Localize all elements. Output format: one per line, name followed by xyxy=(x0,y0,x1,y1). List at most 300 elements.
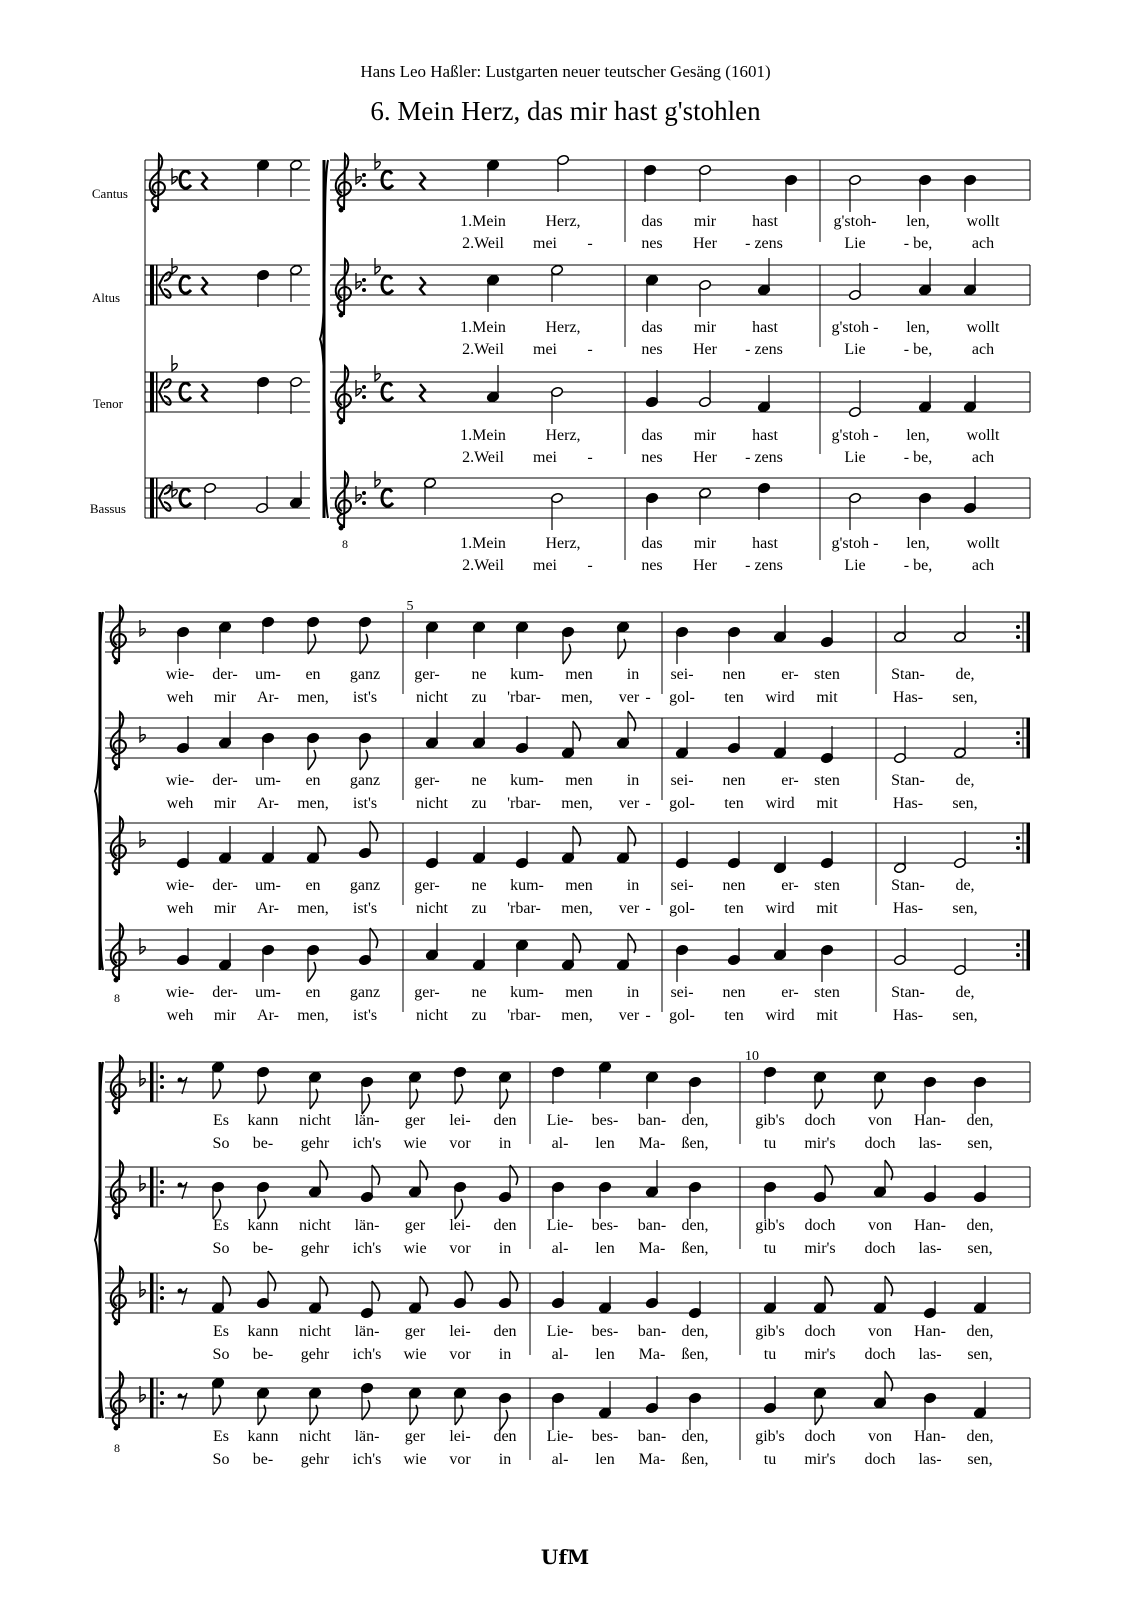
lyric-syllable: vor xyxy=(449,1240,471,1257)
lyric-syllable: - zens xyxy=(745,235,783,252)
note xyxy=(289,264,302,302)
repeat-thick xyxy=(150,1273,154,1313)
lyric-syllable: nicht xyxy=(299,1217,331,1234)
note-flag xyxy=(455,1199,463,1219)
lyric-syllable: nen xyxy=(722,877,746,894)
clef-path xyxy=(336,366,351,422)
lyric-syllable: nicht xyxy=(416,1007,448,1024)
lyric-syllable: gol- xyxy=(669,900,695,917)
lyric-syllable: ist's xyxy=(352,900,378,917)
note xyxy=(757,258,770,296)
treble-clef xyxy=(111,924,126,983)
note xyxy=(953,605,966,643)
lyric-syllable: - be, xyxy=(903,449,933,466)
note-flag xyxy=(563,644,571,664)
lyric-syllable: vor xyxy=(449,1451,471,1468)
repeat-thick xyxy=(150,1167,154,1207)
lyric-syllable: - zens xyxy=(745,341,783,358)
note xyxy=(918,492,931,530)
lyric-syllable: Her xyxy=(693,449,717,466)
quarter-rest xyxy=(420,277,425,295)
lyric-syllable: Es xyxy=(213,1323,229,1340)
clef-bar xyxy=(156,372,158,412)
lyric-syllable: Lie- xyxy=(546,1323,574,1340)
lyric-syllable: ganz xyxy=(349,666,381,683)
lyric-syllable: bes- xyxy=(591,1217,619,1234)
note xyxy=(176,831,189,869)
lyric-syllable: wie xyxy=(403,1346,427,1363)
note xyxy=(727,626,740,664)
lyric-syllable: von xyxy=(868,1428,892,1445)
lyric-syllable: vor xyxy=(449,1346,471,1363)
clef-dot xyxy=(339,420,344,425)
repeat-dot xyxy=(160,1401,164,1405)
repeat-dot xyxy=(1016,836,1020,840)
repeat-dot xyxy=(1016,741,1020,745)
lyric-syllable: len xyxy=(595,1451,615,1468)
flat-sign xyxy=(172,355,177,371)
note xyxy=(893,928,906,966)
note xyxy=(360,1382,373,1420)
lyric-syllable: mir's xyxy=(804,1240,836,1257)
note xyxy=(698,370,711,408)
lyric-syllable: men xyxy=(565,666,593,683)
treble-clef xyxy=(336,154,351,213)
lyric-syllable: en xyxy=(305,772,321,789)
note xyxy=(848,380,861,418)
lyric-syllable: - xyxy=(645,795,651,812)
lyric-syllable: 2.Weil xyxy=(462,235,504,252)
lyric-syllable: wie- xyxy=(165,877,195,894)
note xyxy=(763,1066,776,1104)
note-flag xyxy=(500,1410,508,1430)
lyric-syllable: Ar- xyxy=(257,1007,279,1024)
lyric-syllable: um- xyxy=(255,666,281,683)
lyric-syllable: men, xyxy=(561,1007,593,1024)
quarter-rest xyxy=(202,277,207,295)
lyric-syllable: in xyxy=(498,1135,512,1152)
note xyxy=(727,716,740,754)
lyric-syllable: sen, xyxy=(967,1346,993,1363)
lyric-syllable: den xyxy=(493,1323,517,1340)
lyric-syllable: ist's xyxy=(352,689,378,706)
note xyxy=(261,732,274,770)
lyric-syllable: - xyxy=(587,235,593,252)
lyric-syllable: las- xyxy=(918,1451,942,1468)
lyric-syllable: ach xyxy=(971,341,995,358)
repeat-dot xyxy=(160,1075,164,1079)
note xyxy=(408,1071,421,1109)
repeat-dot xyxy=(362,395,366,399)
lyric-syllable: ger- xyxy=(414,666,440,683)
lyric-syllable: in xyxy=(498,1451,512,1468)
treble-clef xyxy=(111,1161,126,1220)
note xyxy=(973,1276,986,1314)
note xyxy=(515,621,528,659)
lyric-syllable: der- xyxy=(212,666,238,683)
lyric-syllable: Han- xyxy=(914,1112,946,1129)
lyric-syllable: sei- xyxy=(670,666,694,683)
lyric-syllable: al- xyxy=(551,1135,569,1152)
lyric-syllable: - be, xyxy=(903,235,933,252)
lyric-syllable: das xyxy=(641,535,663,552)
lyric-syllable: len xyxy=(595,1135,615,1152)
lyric-syllable: len, xyxy=(906,427,930,444)
lyric-syllable: doch xyxy=(864,1346,896,1363)
note xyxy=(598,1061,611,1099)
repeat-dot xyxy=(362,278,366,282)
lyric-syllable: sen, xyxy=(967,1451,993,1468)
lyric-syllable: - be, xyxy=(903,341,933,358)
clef-path xyxy=(336,472,351,528)
note xyxy=(893,726,906,764)
lyric-syllable: um- xyxy=(255,877,281,894)
lyric-syllable: 1.Mein xyxy=(460,213,506,230)
lyric-syllable: ich's xyxy=(352,1346,382,1363)
clef-dot xyxy=(153,208,158,213)
clef-dot xyxy=(114,660,119,665)
lyric-syllable: Han- xyxy=(914,1323,946,1340)
lyric-syllable: ver xyxy=(618,795,640,812)
note xyxy=(893,836,906,874)
lyric-syllable: gib's xyxy=(755,1428,785,1445)
note xyxy=(255,476,268,514)
lyric-syllable: um- xyxy=(255,772,281,789)
lyric-syllable: las- xyxy=(918,1346,942,1363)
lyric-syllable: ßen, xyxy=(681,1240,709,1257)
octave-marker: 8 xyxy=(114,991,120,1005)
lyric-syllable: von xyxy=(868,1112,892,1129)
note xyxy=(486,274,499,312)
lyric-syllable: mir xyxy=(693,319,717,336)
lyric-syllable: hast xyxy=(752,319,778,336)
note xyxy=(261,944,274,982)
lyric-syllable: - be, xyxy=(903,557,933,574)
lyric-syllable: Lie- xyxy=(546,1112,574,1129)
note-flag xyxy=(465,1271,473,1291)
lyric-syllable: den, xyxy=(681,1112,709,1129)
note xyxy=(551,1066,564,1104)
treble-clef xyxy=(336,366,351,425)
lyric-syllable: So xyxy=(212,1346,230,1363)
lyric-syllable: de, xyxy=(955,666,975,683)
lyric-syllable: ban- xyxy=(637,1217,667,1234)
note xyxy=(873,1276,892,1314)
note xyxy=(486,159,499,197)
lyric-syllable: men, xyxy=(297,795,329,812)
note xyxy=(616,621,629,659)
note xyxy=(616,826,635,864)
lyric-syllable: mir xyxy=(213,900,237,917)
lyric-syllable: 1.Mein xyxy=(460,319,506,336)
clef-path xyxy=(111,606,126,662)
note-flag xyxy=(825,1165,833,1185)
lyric-syllable: mit xyxy=(816,795,838,812)
note xyxy=(763,1376,776,1414)
lyric-syllable: Her xyxy=(693,557,717,574)
note-flag xyxy=(362,1400,370,1420)
note xyxy=(675,831,688,869)
lyric-syllable: ist's xyxy=(352,1007,378,1024)
lyric-syllable: 1.Mein xyxy=(460,535,506,552)
repeat-dot xyxy=(362,183,366,187)
quarter-rest xyxy=(202,172,207,190)
note-flag xyxy=(308,634,316,654)
lyric-syllable: Stan- xyxy=(891,666,925,683)
note xyxy=(973,1076,986,1114)
lyric-syllable: von xyxy=(868,1217,892,1234)
lyric-syllable: Lie xyxy=(844,449,866,466)
treble-clef xyxy=(111,817,126,876)
lyric-syllable: nicht xyxy=(299,1428,331,1445)
lyric-syllable: den, xyxy=(681,1217,709,1234)
repeat-dot xyxy=(1016,731,1020,735)
lyric-syllable: bes- xyxy=(591,1428,619,1445)
lyric-syllable: den, xyxy=(966,1428,994,1445)
lyric-syllable: wie- xyxy=(165,984,195,1001)
note xyxy=(515,939,528,977)
lyric-syllable: Es xyxy=(213,1428,229,1445)
voice-label-tenor: Tenor xyxy=(92,396,123,411)
lyric-syllable: al- xyxy=(551,1240,569,1257)
lyric-syllable: g'stoh - xyxy=(831,319,879,336)
note-flag xyxy=(455,1084,463,1104)
flat-sign xyxy=(375,471,380,487)
lyric-syllable: mir xyxy=(213,795,237,812)
lyric-syllable: Her xyxy=(693,341,717,358)
note xyxy=(515,716,528,754)
repeat-dot xyxy=(362,173,366,177)
note xyxy=(645,370,658,408)
note xyxy=(688,1181,701,1219)
flat-sign xyxy=(172,481,177,497)
octave-marker: 8 xyxy=(114,1441,120,1455)
measure-number: 10 xyxy=(745,1049,759,1064)
lyric-syllable: be- xyxy=(252,1346,274,1363)
note xyxy=(820,944,833,982)
lyric-syllable: mir's xyxy=(804,1346,836,1363)
lyric-syllable: ist's xyxy=(352,795,378,812)
lyric-syllable: ten xyxy=(724,900,744,917)
note xyxy=(561,721,580,759)
lyric-syllable: län- xyxy=(354,1323,380,1340)
lyric-syllable: in xyxy=(626,666,640,683)
note xyxy=(873,1160,892,1198)
lyric-syllable: nen xyxy=(722,984,746,1001)
lyric-syllable: gol- xyxy=(669,689,695,706)
lyric-syllable: zu xyxy=(471,689,487,706)
lyric-syllable: gehr xyxy=(300,1346,330,1363)
lyric-syllable: nes xyxy=(641,341,663,358)
lyric-syllable: 'rbar- xyxy=(507,795,541,812)
lyric-syllable: ver xyxy=(618,1007,640,1024)
note xyxy=(358,732,371,770)
lyric-syllable: gib's xyxy=(755,1112,785,1129)
lyric-syllable: den, xyxy=(681,1323,709,1340)
lyric-syllable: bes- xyxy=(591,1323,619,1340)
note xyxy=(486,365,499,403)
clef-path xyxy=(111,712,126,768)
note xyxy=(757,375,770,413)
lyric-syllable: Lie xyxy=(844,235,866,252)
quarter-rest xyxy=(420,172,425,190)
note xyxy=(773,721,786,759)
lyric-syllable: den, xyxy=(681,1428,709,1445)
lyric-syllable: tu xyxy=(763,1451,777,1468)
note xyxy=(973,1165,986,1203)
incipit-staff xyxy=(145,265,310,305)
lyric-syllable: den, xyxy=(966,1112,994,1129)
lyric-syllable: mir's xyxy=(804,1135,836,1152)
lyric-syllable: doch xyxy=(864,1451,896,1468)
note xyxy=(820,831,833,869)
lyric-syllable: Stan- xyxy=(891,877,925,894)
lyric-syllable: doch xyxy=(804,1217,836,1234)
lyric-syllable: sen, xyxy=(967,1135,993,1152)
lyric-syllable: nicht xyxy=(299,1112,331,1129)
note xyxy=(515,831,528,869)
note-flag xyxy=(258,1084,266,1104)
note xyxy=(453,1387,466,1425)
note xyxy=(472,933,485,971)
lyric-syllable: sei- xyxy=(670,772,694,789)
lyric-syllable: weh xyxy=(166,900,194,917)
lyric-syllable: sten xyxy=(814,984,840,1001)
lyric-syllable: der- xyxy=(212,772,238,789)
lyric-syllable: al- xyxy=(551,1346,569,1363)
note xyxy=(757,482,770,520)
lyric-syllable: Ar- xyxy=(257,900,279,917)
lyric-syllable: er- xyxy=(781,984,799,1001)
lyric-syllable: er- xyxy=(781,666,799,683)
note xyxy=(308,1071,321,1109)
note xyxy=(598,1181,611,1219)
repeat-dot xyxy=(362,288,366,292)
note xyxy=(211,1181,224,1219)
lyric-syllable: doch xyxy=(864,1135,896,1152)
clef-bar xyxy=(150,372,154,412)
note xyxy=(308,1387,321,1425)
lyric-syllable: Her xyxy=(693,235,717,252)
lyric-syllable: hast xyxy=(752,535,778,552)
note-flag xyxy=(360,634,368,654)
lyric-syllable: ten xyxy=(724,1007,744,1024)
note xyxy=(176,716,189,754)
lyric-syllable: weh xyxy=(166,689,194,706)
lyric-syllable: 'rbar- xyxy=(507,1007,541,1024)
lyric-syllable: wie- xyxy=(165,666,195,683)
note xyxy=(848,492,861,530)
lyric-syllable: wie xyxy=(403,1240,427,1257)
lyric-syllable: mir xyxy=(213,1007,237,1024)
note-flag xyxy=(372,1165,380,1185)
lyric-syllable: kann xyxy=(247,1217,279,1234)
lyric-syllable: ßen, xyxy=(681,1346,709,1363)
lyric-syllable: sen, xyxy=(952,900,978,917)
note-flag xyxy=(370,821,378,841)
lyric-syllable: er- xyxy=(781,877,799,894)
lyric-syllable: Herz, xyxy=(545,427,581,444)
treble-clef xyxy=(336,259,351,318)
note xyxy=(643,164,656,202)
lyric-syllable: gib's xyxy=(755,1217,785,1234)
repeat-dot xyxy=(362,385,366,389)
staff-tenor-3 xyxy=(105,1273,1030,1313)
lyric-syllable: ger xyxy=(404,1323,426,1340)
note xyxy=(698,164,711,202)
note xyxy=(472,826,485,864)
lyric-syllable: von xyxy=(868,1323,892,1340)
clef-path xyxy=(336,259,351,315)
lyric-syllable: län- xyxy=(354,1112,380,1129)
lyric-syllable: len, xyxy=(906,213,930,230)
note xyxy=(306,826,325,864)
incipit-staff xyxy=(145,160,310,200)
note xyxy=(218,621,231,659)
note-flag xyxy=(268,1271,276,1291)
lyric-syllable: ban- xyxy=(637,1428,667,1445)
note xyxy=(425,711,438,749)
lyric-syllable: in xyxy=(626,984,640,1001)
note xyxy=(423,477,436,515)
lyric-syllable: en xyxy=(305,877,321,894)
repeat-dot xyxy=(1016,953,1020,957)
lyric-syllable: ich's xyxy=(352,1135,382,1152)
clef-path xyxy=(111,1161,126,1217)
note xyxy=(218,826,231,864)
note xyxy=(813,1071,826,1109)
note xyxy=(698,279,711,317)
note xyxy=(923,1076,936,1114)
lyric-syllable: be- xyxy=(252,1135,274,1152)
note xyxy=(453,1066,466,1104)
lyric-syllable: Stan- xyxy=(891,984,925,1001)
lyric-syllable: gehr xyxy=(300,1135,330,1152)
lyric-syllable: ganz xyxy=(349,984,381,1001)
note xyxy=(918,258,931,296)
lyric-syllable: nes xyxy=(641,235,663,252)
lyric-syllable: sten xyxy=(814,877,840,894)
lyric-syllable: ne xyxy=(471,877,487,894)
lyric-syllable: len xyxy=(595,1346,615,1363)
octave-marker: 8 xyxy=(342,537,348,551)
lyric-syllable: Lie- xyxy=(546,1428,574,1445)
lyric-syllable: Ma- xyxy=(638,1135,666,1152)
note xyxy=(256,269,269,307)
treble-clef xyxy=(150,154,165,213)
lyric-syllable: das xyxy=(641,213,663,230)
lyric-syllable: men xyxy=(565,772,593,789)
voice-label-cantus: Cantus xyxy=(91,186,128,201)
lyric-syllable: - zens xyxy=(745,449,783,466)
clef-path xyxy=(111,1372,126,1428)
measure-number: 5 xyxy=(406,599,414,614)
lyric-syllable: doch xyxy=(804,1323,836,1340)
lyric-syllable: ne xyxy=(471,984,487,1001)
note xyxy=(358,616,371,654)
note xyxy=(873,1371,892,1409)
clef-dot xyxy=(114,1321,119,1326)
lyric-syllable: Has- xyxy=(892,795,924,812)
lyric-syllable: ver xyxy=(618,689,640,706)
flat-sign xyxy=(375,153,380,169)
note xyxy=(408,1276,427,1314)
clef-bar xyxy=(156,478,158,518)
note xyxy=(425,923,438,961)
note xyxy=(550,386,563,424)
lyric-syllable: der- xyxy=(212,877,238,894)
note xyxy=(763,1181,776,1219)
